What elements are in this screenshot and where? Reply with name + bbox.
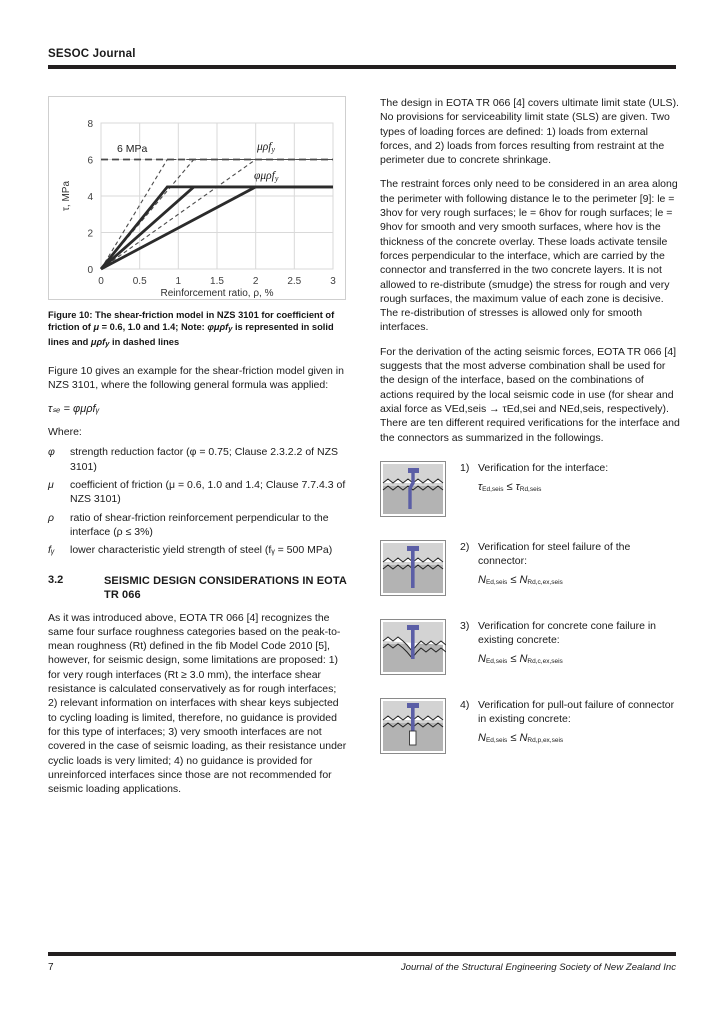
right-paragraph-2: The restraint forces only need to be considered in an area along the perimeter with following distance le to the perimeter [9]: le = 3hov for very rough surfaces; le = 6hov for rough surfaces; le = 9hov for smooth and very smooth surfaces, where hov is the thickness of the concrete overlay. These loads activate tensile forces perpendicular to the interface, which are carried by the connector and transferred in the two concrete layers. It is not allowed to re-distribute (smudge) the stress for rough and very rough surfaces, the maximum value of each zone is decisive. The re-distribution of stresses is allowed only for smooth interfaces. [380,178,678,334]
definition-symbol: ρ [48,511,55,524]
chart-x-axis-label: Reinforcement ratio, ρ, % [160,288,274,299]
section-title: SEISMIC DESIGN CONSIDERATIONS IN EOTA TR 066 [104,574,347,602]
verification-label: Verification for concrete cone failure in existing concrete: [478,619,657,647]
shear-friction-equation: τₛₑ = φμρfᵧ [48,403,100,416]
section-3-2-paragraph: As it was introduced above, EOTA TR 066 [4] recognizes the same four surface roughness categories based on the peak-to-mean roughness (Rt) defined in the fib Model Code 2010 [5], however, for seismic design, some limitations are proposed: 1) for very rough interfaces (Rt ≥ 3.0 mm), the interface shear resistance is calculated conservatively as for rough interfaces; 2) relevant information on interfaces with shear keys subjected to cycling loading is limited, therefore, no guidance is provided for this type of interfaces; 3) very smooth interfaces are not covered in the case of seismic loading, as their resistance under cyclic loads is very limited; 4) no guidance is provided for unreinforced interfaces since those are not recommended for seismic loading applications. [48,611,347,796]
svg-text:2: 2 [252,276,259,287]
definition-row [48,445,348,474]
steel-failure-diagram [380,540,446,601]
journal-title: SESOC Journal [48,48,136,60]
caption-sym2: μρf$_y$ [90,336,110,348]
verification-label: Verification for the interface: [478,461,609,474]
caption-mu: μ [93,322,100,333]
page-footer [48,952,676,973]
verification-equation: $N_{Ed,seis} \le N_{Rd,p,ex,seis}$ [478,732,564,745]
annotation-6mpa: 6 MPa [117,143,148,155]
svg-text:2: 2 [87,228,93,240]
verification-number: 4) [460,698,470,711]
svg-text:6: 6 [87,155,93,167]
section-heading-3-2 [48,574,348,603]
right-column [380,96,680,777]
svg-text:0: 0 [98,276,104,287]
verification-number: 2) [460,540,470,553]
verification-item [380,619,680,680]
chart-y-axis-label: τ, MPa [61,180,72,212]
page-header [48,48,676,69]
definition-symbol: φ [48,446,55,459]
svg-text:0.5: 0.5 [132,276,147,287]
caption-part-d: in dashed lines [109,336,180,347]
annotation-murhofy: μρfy [257,141,276,154]
caption-sym1: φμρf$_y$ [207,322,233,334]
definition-row [48,511,348,540]
definition-row [48,543,348,557]
svg-text:2.5: 2.5 [287,276,302,287]
definition-symbol: μ [48,479,54,492]
symbol-definition-list [48,445,348,557]
shear-friction-chart [49,97,345,299]
caption-part-b: = 0.6, 1.0 and 1.4; Note: [99,322,208,333]
right-paragraph-1: The design in EOTA TR 066 [4] covers ultimate limit state (ULS). No provisions for serviceability limit state (SLS) are given. Two types of loading forces are defined: 1) loads from external forces, and 2) loads from forces resulting from restraint at the perimeter due to concrete shrinkage. [380,97,679,167]
verification-equation: $\tau_{Ed,seis} \le \tau_{Rd,seis}$ [478,481,542,494]
right-paragraph-3: For the derivation of the acting seismic forces, EOTA TR 066 [4] suggests that the most adverse combination shall be used for the design of the interface, based on the combinations of actions required by the local seismic code in use (for shear and axial force as VEd,seis → τEd,sei and NEd,seis, respectively). There are ten different required verifications for the interface and the connectors as summarized in the followings. [380,345,680,444]
svg-text:4: 4 [87,192,93,203]
annotation-phimurhofy: φμρfy [254,170,279,183]
verification-item [380,540,680,601]
definition-text: ratio of shear-friction reinforcement perpendicular to the interface (ρ ≤ 3%) [70,511,329,538]
footer-journal-note: Journal of the Structural Engineering Society of New Zealand Inc [400,961,676,973]
caption-part-c: is represented in solid lines and [48,322,334,347]
verification-item [380,461,680,522]
figure-10-container [48,96,346,300]
concrete-cone-failure-diagram [380,619,446,680]
left-column [48,96,348,806]
verification-number: 3) [460,619,470,632]
verification-equation: $N_{Ed,seis} \le N_{Rd,c,ex,seis}$ [478,653,563,666]
interface-slip-diagram [380,461,446,522]
where-label: Where: [48,426,82,439]
definition-text: coefficient of friction (μ = 0.6, 1.0 and 1.4; Clause 7.7.4.3 of NZS 3101) [70,479,346,506]
svg-text:1: 1 [175,276,182,287]
caption-part-a: Figure 10: The shear-friction model in NZS 3101 for coefficient of friction of [48,310,335,333]
section-number: 3.2 [48,573,64,586]
verification-number: 1) [460,461,470,474]
figure-10-caption [48,309,348,350]
svg-text:0: 0 [87,265,93,276]
definition-symbol: fᵧ [48,544,55,557]
svg-text:3: 3 [330,276,336,287]
verification-equation: $N_{Ed,seis} \le N_{Rd,c,ex,seis}$ [478,574,563,587]
pullout-failure-diagram [380,698,446,759]
figure-intro-paragraph: Figure 10 gives an example for the shear-friction model given in NZS 3101, where the following general formula was applied: [48,364,344,392]
svg-text:1.5: 1.5 [210,276,224,287]
header-divider [48,65,676,69]
page-number: 7 [48,961,54,973]
definition-text: strength reduction factor (φ = 0.75; Clause 2.3.2.2 of NZS 3101) [70,446,338,473]
svg-text:8: 8 [87,119,93,130]
verification-label: Verification for pull-out failure of connector in existing concrete: [478,698,675,726]
verification-label: Verification for steel failure of the connector: [478,540,631,568]
definition-text: lower characteristic yield strength of steel (fᵧ = 500 MPa) [70,544,333,557]
definition-row [48,478,348,507]
footer-divider [48,952,676,956]
verification-item [380,698,680,759]
